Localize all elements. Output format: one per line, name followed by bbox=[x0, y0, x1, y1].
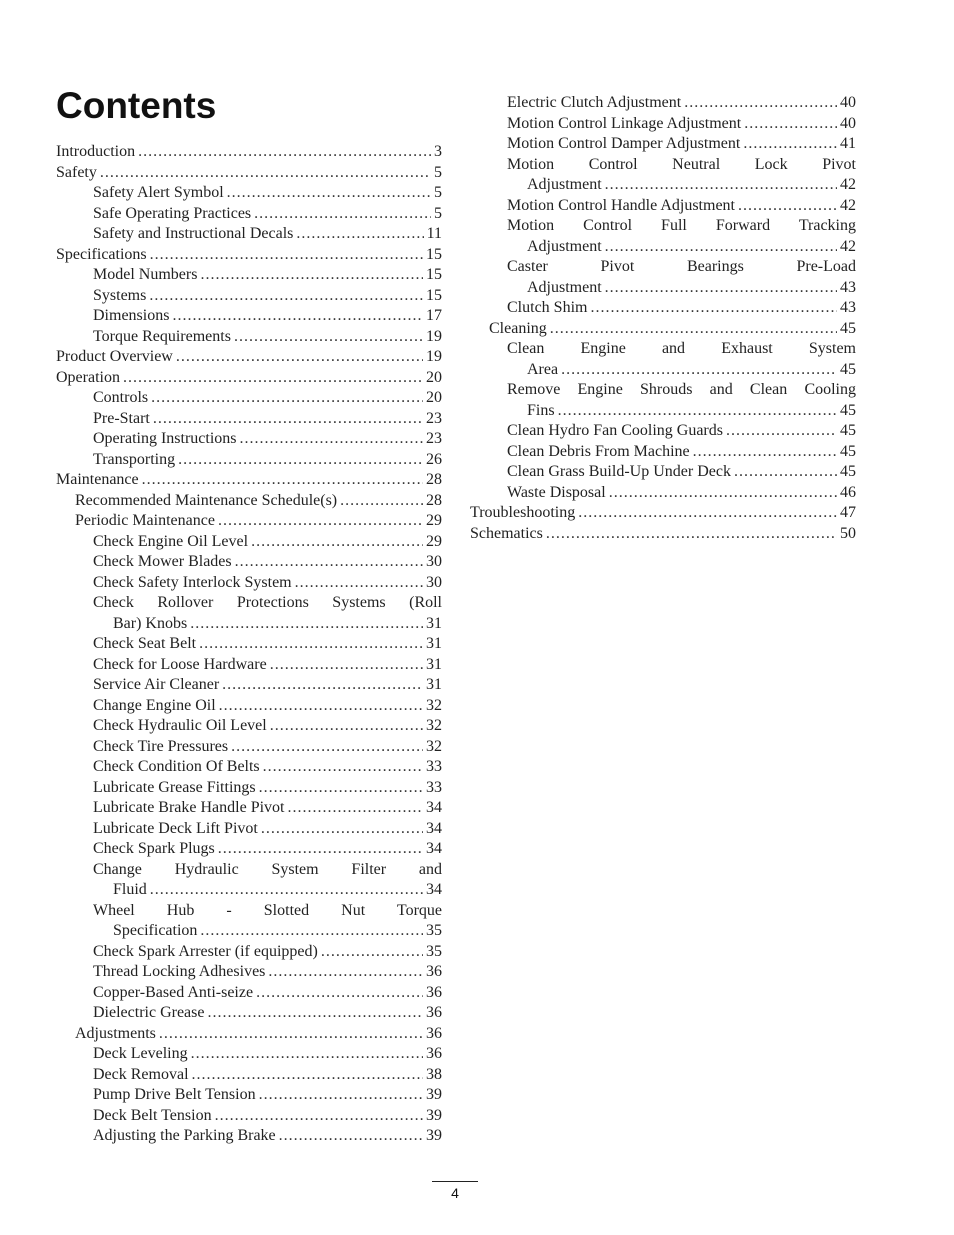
toc-entry[interactable] bbox=[93, 306, 442, 326]
dot-leader bbox=[693, 442, 837, 462]
toc-page-number: 34 bbox=[426, 819, 442, 837]
dot-leader bbox=[256, 983, 423, 1003]
toc-page-number: 23 bbox=[426, 430, 442, 447]
toc-page-number: 31 bbox=[426, 655, 442, 673]
toc-entry-continuation: Fluid bbox=[113, 881, 147, 898]
toc-entry-text: Check Hydraulic Oil Level bbox=[93, 717, 267, 734]
dot-leader bbox=[200, 265, 423, 285]
toc-page-number: 33 bbox=[426, 758, 442, 775]
toc-entry-text: Deck Leveling bbox=[93, 1045, 188, 1062]
toc-page-number: 34 bbox=[426, 840, 442, 857]
toc-page-number: 5 bbox=[434, 184, 442, 201]
toc-page-number: 36 bbox=[426, 1045, 442, 1062]
toc-entry-text[interactable]: Caster Pivot Bearings Pre-Load bbox=[507, 258, 856, 275]
toc-entry[interactable] bbox=[507, 298, 856, 318]
dot-leader bbox=[153, 409, 423, 429]
toc-page-number: 3 bbox=[434, 143, 442, 160]
dot-leader bbox=[199, 634, 423, 654]
toc-page-number: 42 bbox=[840, 196, 856, 214]
toc-entry-text: Clean Grass Build-Up Under Deck bbox=[507, 463, 731, 480]
toc-page-number: 34 bbox=[426, 799, 442, 816]
toc-entry[interactable] bbox=[93, 1126, 442, 1146]
toc-entry[interactable] bbox=[470, 524, 856, 544]
toc-page-number: 35 bbox=[426, 922, 442, 939]
toc-entry[interactable] bbox=[93, 737, 442, 757]
dot-leader bbox=[172, 306, 423, 326]
toc-page-number: 33 bbox=[426, 778, 442, 796]
dot-leader bbox=[254, 204, 431, 224]
toc-entry-text: Check Spark Plugs bbox=[93, 840, 215, 857]
dot-leader bbox=[176, 347, 423, 367]
toc-page-number: 29 bbox=[426, 532, 442, 550]
toc-entry-text: Introduction bbox=[56, 143, 136, 160]
dot-leader bbox=[321, 942, 423, 962]
toc-entry[interactable] bbox=[93, 1065, 442, 1085]
dot-leader bbox=[123, 368, 423, 388]
toc-page-number: 42 bbox=[840, 176, 856, 193]
dot-leader bbox=[734, 462, 837, 482]
toc-entry-text: Systems bbox=[93, 286, 147, 304]
toc-entry-continuation: Bar) Knobs bbox=[113, 614, 188, 632]
toc-entry[interactable] bbox=[75, 491, 442, 511]
toc-page-number: 36 bbox=[426, 1004, 442, 1021]
toc-page-number: 20 bbox=[426, 389, 442, 406]
toc-page-number: 30 bbox=[426, 573, 442, 591]
toc-entry[interactable] bbox=[113, 880, 442, 900]
toc-page-number: 40 bbox=[840, 114, 856, 132]
toc-page-number: 40 bbox=[840, 94, 856, 111]
page-number: 4 bbox=[451, 1185, 459, 1201]
toc-page-number: 39 bbox=[426, 1086, 442, 1103]
toc-entry[interactable] bbox=[507, 196, 856, 216]
toc-page-number: 42 bbox=[840, 237, 856, 255]
toc-entry[interactable] bbox=[93, 409, 442, 429]
toc-page-number: 26 bbox=[426, 450, 442, 468]
toc-entry[interactable] bbox=[93, 388, 442, 408]
toc-entry-continuation: Adjustment bbox=[527, 278, 602, 296]
toc-entry[interactable] bbox=[93, 716, 442, 736]
dot-leader bbox=[558, 401, 837, 421]
toc-entry-text[interactable]: Clean Engine and Exhaust System bbox=[507, 340, 856, 357]
toc-entry-text: Dimensions bbox=[93, 307, 170, 324]
toc-page-number: 15 bbox=[426, 286, 442, 304]
toc-entry-text: Torque Requirements bbox=[93, 327, 231, 345]
toc-entry-continuation: Area bbox=[527, 360, 559, 378]
toc-entry-text[interactable]: Motion Control Neutral Lock Pivot bbox=[507, 155, 856, 173]
toc-entry-text: Model Numbers bbox=[93, 266, 198, 283]
toc-page-number: 19 bbox=[426, 348, 442, 365]
dot-leader bbox=[190, 614, 423, 634]
dot-leader bbox=[259, 1085, 423, 1105]
toc-entry-text: Motion Control Handle Adjustment bbox=[507, 196, 735, 214]
dot-leader bbox=[288, 798, 424, 818]
toc-entry-text: Clutch Shim bbox=[507, 299, 588, 316]
dot-leader bbox=[138, 142, 431, 162]
toc-entry-text: Check Spark Arrester (if equipped) bbox=[93, 942, 318, 960]
toc-page-number: 15 bbox=[426, 266, 442, 283]
toc-entry[interactable] bbox=[507, 134, 856, 154]
dot-leader bbox=[744, 114, 837, 134]
toc-entry[interactable] bbox=[75, 1024, 442, 1044]
toc-entry-continuation: Adjustment bbox=[527, 237, 602, 255]
dot-leader bbox=[263, 757, 423, 777]
dot-leader bbox=[219, 696, 423, 716]
dot-leader bbox=[561, 360, 837, 380]
toc-entry[interactable] bbox=[56, 163, 442, 183]
toc-page-number: 45 bbox=[840, 442, 856, 460]
toc-page-number: 34 bbox=[426, 881, 442, 898]
toc-entry-text: Schematics bbox=[470, 524, 543, 542]
toc-page-number: 41 bbox=[840, 135, 856, 152]
toc-page-number: 31 bbox=[426, 635, 442, 652]
dot-leader bbox=[605, 278, 837, 298]
toc-entry[interactable] bbox=[507, 462, 856, 482]
toc-entry-text: Check Seat Belt bbox=[93, 635, 197, 652]
dot-leader bbox=[605, 175, 837, 195]
toc-page-number: 5 bbox=[434, 204, 442, 222]
toc-entry-text: Check Condition Of Belts bbox=[93, 758, 260, 775]
dot-leader bbox=[261, 819, 423, 839]
dot-leader bbox=[546, 524, 837, 544]
toc-entry[interactable] bbox=[93, 265, 442, 285]
toc-entry[interactable] bbox=[93, 204, 442, 224]
dot-leader bbox=[251, 532, 423, 552]
toc-entry[interactable] bbox=[56, 347, 442, 367]
dot-leader bbox=[222, 675, 423, 695]
toc-entry[interactable] bbox=[527, 237, 856, 257]
dot-leader bbox=[609, 483, 837, 503]
toc-entry[interactable] bbox=[507, 421, 856, 441]
toc-page-number: 45 bbox=[840, 401, 856, 419]
toc-entry[interactable] bbox=[93, 798, 442, 818]
toc-entry-text: Maintenance bbox=[56, 471, 139, 488]
toc-entry[interactable] bbox=[113, 921, 442, 941]
toc-entry-text: Motion Control Damper Adjustment bbox=[507, 135, 741, 152]
toc-entry[interactable] bbox=[470, 503, 856, 523]
dot-leader bbox=[340, 491, 423, 511]
toc-entry-text: Safety and Instructional Decals bbox=[93, 225, 294, 242]
toc-entry-text[interactable]: Check Rollover Protections Systems (Roll bbox=[93, 594, 442, 611]
toc-entry-text[interactable]: Remove Engine Shrouds and Clean Cooling bbox=[507, 381, 856, 398]
toc-page-number: 28 bbox=[426, 491, 442, 509]
toc-page-number: 45 bbox=[840, 360, 856, 378]
toc-page-number: 45 bbox=[840, 422, 856, 439]
toc-entry-text: Lubricate Brake Handle Pivot bbox=[93, 799, 285, 816]
toc-page-number: 43 bbox=[840, 299, 856, 316]
toc-entry-text: Operating Instructions bbox=[93, 430, 237, 447]
dot-leader bbox=[191, 1044, 423, 1064]
toc-entry[interactable] bbox=[75, 511, 442, 531]
dot-leader bbox=[227, 183, 431, 203]
toc-page-number: 19 bbox=[426, 327, 442, 345]
toc-entry-text: Electric Clutch Adjustment bbox=[507, 94, 682, 111]
toc-entry-text: Operation bbox=[56, 368, 120, 386]
toc-entry-text: Thread Locking Adhesives bbox=[93, 963, 266, 980]
toc-page-number: 35 bbox=[426, 942, 442, 960]
dot-leader bbox=[295, 573, 423, 593]
dot-leader bbox=[100, 163, 431, 183]
toc-entry-text: Troubleshooting bbox=[470, 504, 576, 521]
toc-entry[interactable] bbox=[93, 962, 442, 982]
toc-entry-text: Copper-Based Anti-seize bbox=[93, 983, 254, 1001]
toc-entry-text: Controls bbox=[93, 389, 149, 406]
dot-leader bbox=[231, 737, 423, 757]
dot-leader bbox=[279, 1126, 423, 1146]
toc-entry-text[interactable]: Motion Control Full Forward Tracking bbox=[507, 217, 856, 234]
toc-page-number: 15 bbox=[426, 245, 442, 263]
toc-page-number: 38 bbox=[426, 1065, 442, 1083]
toc-entry-text: Change Engine Oil bbox=[93, 696, 216, 714]
toc-entry[interactable] bbox=[93, 224, 442, 244]
toc-page-number: 5 bbox=[434, 163, 442, 181]
toc-entry[interactable] bbox=[93, 675, 442, 695]
toc-entry[interactable] bbox=[527, 278, 856, 298]
toc-entry-continuation: Adjustment bbox=[527, 176, 602, 193]
toc-entry-text: Check Safety Interlock System bbox=[93, 573, 292, 591]
toc-entry[interactable] bbox=[93, 757, 442, 777]
toc-entry-text: Clean Debris From Machine bbox=[507, 442, 690, 460]
dot-leader bbox=[178, 450, 423, 470]
toc-entry[interactable] bbox=[56, 470, 442, 490]
toc-entry[interactable] bbox=[93, 634, 442, 654]
toc-page-number: 45 bbox=[840, 463, 856, 480]
toc-entry[interactable] bbox=[93, 429, 442, 449]
dot-leader bbox=[605, 237, 837, 257]
toc-page-number: 30 bbox=[426, 553, 442, 570]
toc-page-number: 32 bbox=[426, 737, 442, 755]
toc-entry-text: Waste Disposal bbox=[507, 483, 606, 501]
toc-entry[interactable] bbox=[93, 655, 442, 675]
toc-entry[interactable] bbox=[93, 552, 442, 572]
toc-entry[interactable] bbox=[93, 532, 442, 552]
toc-page-number: 11 bbox=[426, 225, 442, 242]
toc-entry[interactable] bbox=[507, 93, 856, 113]
toc-entry[interactable] bbox=[93, 819, 442, 839]
toc-entry-text: Adjusting the Parking Brake bbox=[93, 1127, 276, 1144]
toc-entry[interactable] bbox=[93, 839, 442, 859]
toc-entry[interactable] bbox=[93, 450, 442, 470]
toc-entry-text: Safety Alert Symbol bbox=[93, 184, 224, 201]
dot-leader bbox=[215, 1106, 423, 1126]
toc-entry-text: Transporting bbox=[93, 450, 176, 468]
toc-entry[interactable] bbox=[507, 483, 856, 503]
toc-entry[interactable] bbox=[93, 696, 442, 716]
toc-entry[interactable] bbox=[93, 1003, 442, 1023]
dot-leader bbox=[270, 655, 423, 675]
dot-leader bbox=[149, 286, 423, 306]
toc-entry-text: Dielectric Grease bbox=[93, 1004, 205, 1021]
dot-leader bbox=[743, 134, 837, 154]
toc-page-number: 23 bbox=[426, 409, 442, 427]
toc-entry-continuation: Specification bbox=[113, 922, 198, 939]
toc-entry-text: Lubricate Grease Fittings bbox=[93, 778, 256, 796]
toc-entry-text[interactable]: Wheel Hub - Slotted Nut Torque bbox=[93, 901, 442, 919]
toc-entry[interactable] bbox=[527, 401, 856, 421]
toc-entry-text: Deck Belt Tension bbox=[93, 1106, 212, 1124]
toc-page-number: 36 bbox=[426, 983, 442, 1001]
dot-leader bbox=[590, 298, 837, 318]
dot-leader bbox=[296, 224, 423, 244]
toc-entry[interactable] bbox=[489, 319, 856, 339]
toc-page-number: 47 bbox=[840, 504, 856, 521]
dot-leader bbox=[550, 319, 837, 339]
toc-entry-text: Specifications bbox=[56, 245, 147, 263]
toc-entry-text: Recommended Maintenance Schedule(s) bbox=[75, 491, 338, 509]
toc-entry[interactable] bbox=[93, 942, 442, 962]
toc-entry[interactable] bbox=[527, 360, 856, 380]
toc-entry[interactable] bbox=[507, 442, 856, 462]
toc-page-number: 28 bbox=[426, 471, 442, 488]
dot-leader bbox=[234, 327, 423, 347]
toc-entry[interactable] bbox=[56, 368, 442, 388]
toc-entry[interactable] bbox=[93, 573, 442, 593]
dot-leader bbox=[240, 429, 423, 449]
dot-leader bbox=[726, 421, 837, 441]
dot-leader bbox=[159, 1024, 423, 1044]
toc-entry-text: Product Overview bbox=[56, 348, 173, 365]
toc-entry[interactable] bbox=[113, 614, 442, 634]
dot-leader bbox=[259, 778, 423, 798]
toc-entry-text: Clean Hydro Fan Cooling Guards bbox=[507, 422, 723, 439]
toc-page-number: 36 bbox=[426, 1024, 442, 1042]
toc-page-number: 31 bbox=[426, 676, 442, 693]
toc-page-number: 39 bbox=[426, 1127, 442, 1144]
toc-entry[interactable] bbox=[507, 114, 856, 134]
dot-leader bbox=[150, 245, 423, 265]
toc-entry-text: Check Engine Oil Level bbox=[93, 532, 249, 550]
toc-page-number: 29 bbox=[426, 512, 442, 529]
toc-page-number: 32 bbox=[426, 717, 442, 734]
toc-page-number: 45 bbox=[840, 319, 856, 337]
toc-entry-continuation: Fins bbox=[527, 401, 555, 419]
toc-entry-text: Periodic Maintenance bbox=[75, 512, 215, 529]
dot-leader bbox=[218, 839, 423, 859]
toc-entry[interactable] bbox=[93, 1085, 442, 1105]
dot-leader bbox=[738, 196, 837, 216]
toc-entry-text: Service Air Cleaner bbox=[93, 676, 220, 693]
dot-leader bbox=[142, 470, 423, 490]
toc-entry-text: Adjustments bbox=[75, 1024, 156, 1042]
dot-leader bbox=[200, 921, 423, 941]
toc-entry-text: Lubricate Deck Lift Pivot bbox=[93, 819, 258, 837]
dot-leader bbox=[151, 388, 423, 408]
toc-entry-text: Safe Operating Practices bbox=[93, 204, 252, 222]
toc-entry[interactable] bbox=[56, 245, 442, 265]
toc-entry[interactable] bbox=[93, 1044, 442, 1064]
dot-leader bbox=[684, 93, 837, 113]
toc-page-number: 31 bbox=[426, 614, 442, 632]
toc-entry[interactable] bbox=[56, 142, 442, 162]
toc-page-number: 50 bbox=[840, 524, 856, 542]
dot-leader bbox=[270, 716, 423, 736]
toc-entry[interactable] bbox=[93, 327, 442, 347]
footer-divider bbox=[432, 1181, 478, 1182]
dot-leader bbox=[235, 552, 423, 572]
toc-entry-text: Safety bbox=[56, 163, 97, 181]
dot-leader bbox=[218, 511, 423, 531]
toc-entry[interactable] bbox=[527, 175, 856, 195]
toc-entry-text: Check for Loose Hardware bbox=[93, 655, 267, 673]
page-title: Contents bbox=[56, 85, 217, 126]
toc-entry-text: Check Mower Blades bbox=[93, 553, 232, 570]
toc-entry-text: Pump Drive Belt Tension bbox=[93, 1086, 256, 1103]
toc-entry-text: Check Tire Pressures bbox=[93, 737, 229, 755]
toc-entry[interactable] bbox=[93, 778, 442, 798]
toc-entry[interactable] bbox=[93, 983, 442, 1003]
dot-leader bbox=[207, 1003, 423, 1023]
toc-page-number: 39 bbox=[426, 1106, 442, 1124]
toc-page-number: 17 bbox=[426, 307, 442, 324]
toc-entry[interactable] bbox=[93, 183, 442, 203]
dot-leader bbox=[578, 503, 837, 523]
dot-leader bbox=[268, 962, 423, 982]
dot-leader bbox=[192, 1065, 423, 1085]
toc-entry-text[interactable]: Change Hydraulic System Filter and bbox=[93, 860, 442, 878]
toc-page-number: 43 bbox=[840, 278, 856, 296]
toc-page-number: 20 bbox=[426, 368, 442, 386]
toc-entry-text: Cleaning bbox=[489, 319, 547, 337]
toc-entry-text: Deck Removal bbox=[93, 1065, 189, 1083]
toc-page-number: 46 bbox=[840, 483, 856, 501]
toc-entry-text: Pre-Start bbox=[93, 409, 150, 427]
toc-page-number: 36 bbox=[426, 963, 442, 980]
toc-entry[interactable] bbox=[93, 1106, 442, 1126]
toc-page-number: 32 bbox=[426, 696, 442, 714]
dot-leader bbox=[150, 880, 423, 900]
toc-entry-text: Motion Control Linkage Adjustment bbox=[507, 114, 742, 132]
toc-entry[interactable] bbox=[93, 286, 442, 306]
